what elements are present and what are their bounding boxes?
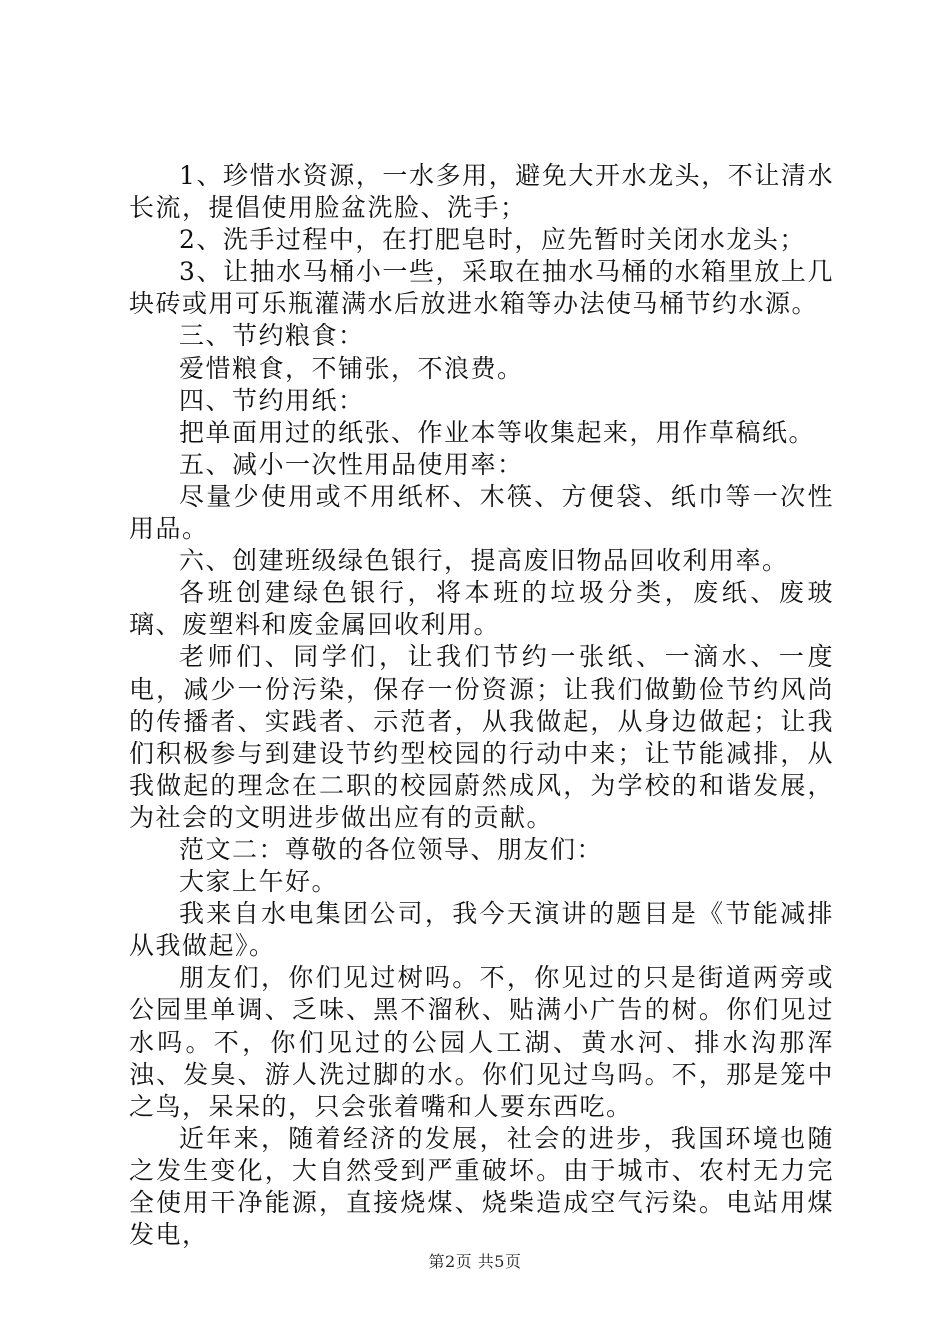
paragraph-7: 各班创建绿色银行，将本班的垃圾分类，废纸、废玻璃、废塑料和废金属回收利用。 (129, 578, 834, 640)
body-text (129, 160, 834, 1251)
paragraph-9: 大家上午好。 (179, 867, 339, 897)
page-footer: 第2页 共5页 (428, 1252, 522, 1271)
paragraph-2: 2、洗手过程中，在打肥皂时，应先暂时关闭水龙头； (179, 225, 806, 255)
paragraph-6: 尽量少使用或不用纸杯、木筷、方便袋、纸巾等一次性用品。 (129, 481, 834, 544)
heading-green-bank: 六、创建班级绿色银行，提高废旧物品回收利用率。 (179, 546, 789, 576)
paragraph-3: 3、让抽水马桶小一些，采取在抽水马桶的水箱里放上几块砖或用可乐瓶灌满水后放进水箱等办法使马桶节约水源。 (129, 257, 834, 319)
heading-disposables: 五、减小一次性用品使用率： (179, 449, 524, 479)
heading-save-paper: 四、节约用纸： (179, 385, 365, 415)
paragraph-5: 把单面用过的纸张、作业本等收集起来，用作草稿纸。 (179, 417, 816, 447)
paragraph-4: 爱惜粮食，不铺张，不浪费。 (179, 353, 524, 383)
paragraph-12: 近年来，随着经济的发展，社会的进步，我国环境也随之发生变化，大自然受到严重破坏。由于城市、农村无力完全使用干净能源，直接烧煤、烧柴造成空气污染。电站用煤发电， (129, 1123, 834, 1250)
paragraph-1: 1、珍惜水资源，一水多用，避免大开水龙头，不让清水长流，提倡使用脸盆洗脸、洗手； (129, 161, 834, 223)
heading-save-food: 三、节约粮食： (179, 321, 365, 351)
paragraph-8: 老师们、同学们，让我们节约一张纸、一滴水、一度电，减少一份污染，保存一份资源；让我们做勤俭节约风尚的传播者、实践者、示范者，从我做起，从身边做起；让我们积极参与到建设节约型校园的行动中来；让节能减排，从我做起的理念在二职的校园蔚然成风，为学校的和谐发展，为社会的文明进步做出应有的贡献。 (129, 642, 834, 832)
paragraph-10: 我来自水电集团公司，我今天演讲的题目是《节能减排从我做起》。 (129, 899, 834, 961)
paragraph-11: 朋友们，你们见过树吗。不，你见过的只是街道两旁或公园里单调、乏味、黑不溜秋、贴满小广告的树。你们见过水吗。不，你们见过的公园人工湖、黄水河、排水沟那浑浊、发臭、游人洗过脚的水。你们见过鸟吗。不，那是笼中之鸟，呆呆的，只会张着嘴和人要东西吃。 (129, 963, 834, 1121)
heading-sample-two: 范文二：尊敬的各位领导、朋友们： (179, 834, 604, 864)
